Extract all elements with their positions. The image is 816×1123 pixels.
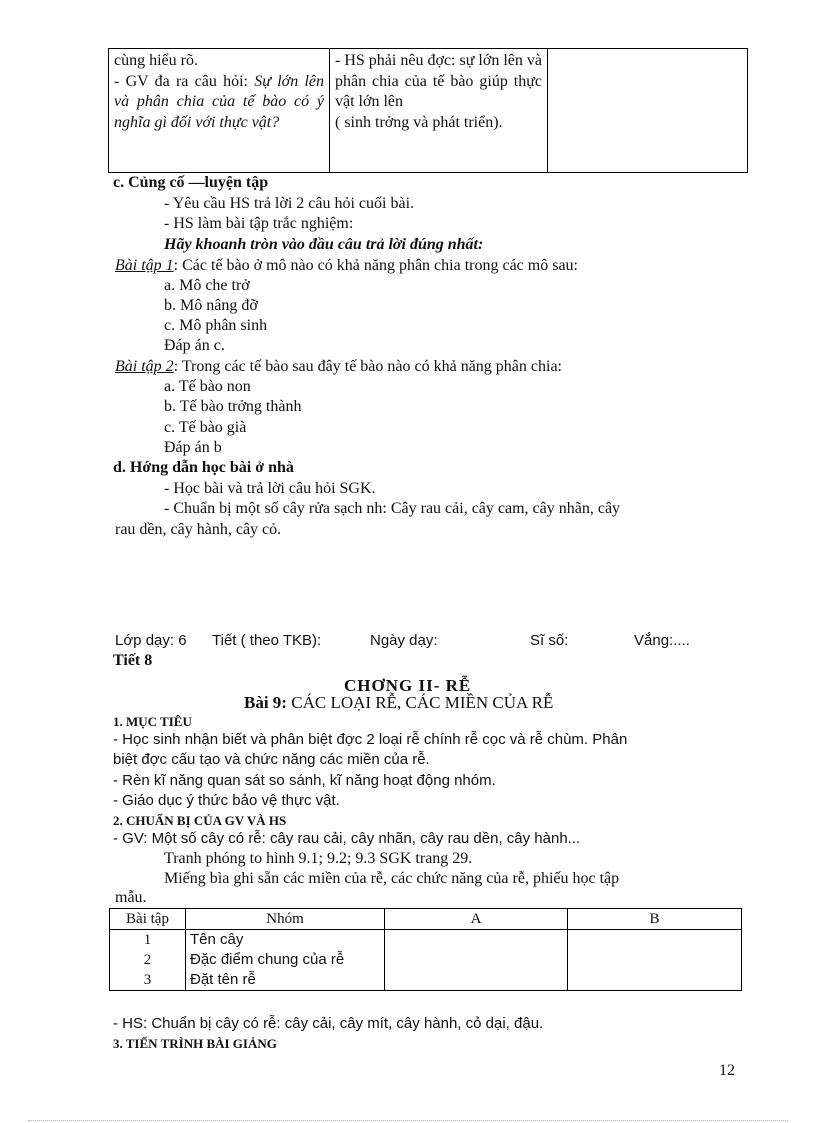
col-header-exercise: Bài tập — [110, 909, 186, 930]
quiz-instruction: Hãy khoanh tròn vào đầu câu trả lời đúng nhất: — [164, 236, 484, 253]
worksheet-table — [109, 908, 742, 991]
exercise-1 — [115, 256, 578, 276]
chapter-title: CHƠNG II- RỄ — [344, 676, 472, 695]
period-label: Tiết ( theo TKB): — [212, 632, 322, 649]
lesson-title-text: CÁC LOẠI RỄ, CÁC MIỀN CỦA RỄ — [291, 693, 554, 712]
ex1-option-b: b. Mô nâng đỡ — [164, 297, 258, 314]
ex1-answer: Đáp án c. — [164, 337, 225, 354]
prep-gv-line3a: Miếng bìa ghi sẵn các miền của rễ, các chức năng của rễ, phiếu học tập — [164, 870, 620, 887]
table-row-num: 1 — [110, 930, 186, 951]
teacher-text-2: - GV đa ra câu hỏi: — [114, 72, 255, 90]
count-label: Sĩ số: — [530, 632, 569, 649]
prep-gv-line3b: mẫu. — [115, 889, 147, 906]
table-row-num: 2 — [110, 950, 186, 970]
teacher-activity-cell — [109, 49, 330, 173]
exercise-2-label: Bài tập 2 — [115, 358, 174, 375]
section-d-heading: d. Hớng dẫn học bài ở nhà — [113, 459, 294, 476]
ex2-option-c: c. Tế bào già — [164, 419, 247, 436]
objective-line2: - Rèn kĩ năng quan sát so sánh, kĩ năng hoạt động nhóm. — [113, 772, 496, 789]
date-label: Ngày dạy: — [370, 632, 438, 649]
page-bottom-divider — [28, 1120, 788, 1121]
prep-gv-line2: Tranh phóng to hình 9.1; 9.2; 9.3 SGK trang 29. — [164, 850, 473, 867]
prep-gv-line1: - GV: Một số cây có rễ: cây rau cải, cây nhãn, cây rau dền, cây hành... — [113, 830, 581, 847]
col-header-a: A — [385, 909, 568, 930]
exercise-2-text: : Trong các tế bào sau đây tế bào nào có khả năng phân chia: — [173, 358, 562, 375]
objective-line1a: - Học sinh nhận biết và phân biệt đợc 2 loại rễ chính rễ cọc và rễ chùm. Phân — [113, 731, 628, 748]
continuation-table — [108, 48, 748, 173]
section-d-line1: - Học bài và trả lời câu hỏi SGK. — [164, 480, 376, 497]
objective-line1b: biệt đợc cấu tạo và chức năng các miền của rễ. — [113, 751, 430, 768]
ex2-answer: Đáp án b — [164, 439, 222, 456]
col-header-group: Nhóm — [186, 909, 385, 930]
lesson-number: Tiết 8 — [113, 652, 153, 669]
class-label: Lớp dạy: 6 — [115, 632, 187, 649]
table-cell-b — [568, 930, 742, 991]
table-row-label: Tên cây — [186, 930, 385, 951]
table-row-label: Đặc điểm chung của rễ — [186, 950, 385, 970]
exercise-2 — [115, 357, 562, 377]
hs-preparation: - HS: Chuẩn bị cây có rễ: cây cải, cây mít, cây hành, cỏ dại, đậu. — [113, 1015, 544, 1032]
section-1-heading: 1. MỤC TIÊU — [113, 714, 192, 729]
table-row-label: Đặt tên rễ — [186, 970, 385, 991]
ex1-option-a: a. Mô che trở — [164, 277, 250, 294]
section-d-line2b: rau dền, cây hành, cây cỏ. — [115, 521, 282, 538]
table-row-num: 3 — [110, 970, 186, 991]
table-cell-a — [385, 930, 568, 991]
section-d-line2a: - Chuẩn bị một số cây rửa sạch nh: Cây rau cải, cây cam, cây nhãn, cây — [164, 500, 621, 517]
teacher-text-1: cùng hiểu rõ. — [114, 52, 198, 69]
section-3-heading: 3. TIẾN TRÌNH BÀI GIẢNG — [113, 1036, 277, 1051]
exercise-1-label: Bài tập 1 — [115, 257, 174, 274]
objective-line3: - Giáo dục ý thức bảo vệ thực vật. — [113, 792, 340, 809]
absent-label: Vắng:.... — [634, 632, 690, 649]
lesson-title — [244, 693, 553, 713]
content-cell — [548, 49, 748, 173]
col-header-b: B — [568, 909, 742, 930]
student-activity-cell — [330, 49, 548, 173]
teacher-question: Sự lớn lên và phân chia của tế bào có ý nghĩa gì đối với thực vật? — [114, 72, 324, 131]
exercise-1-text: : Các tế bào ở mô nào có khả năng phân chia trong các mô sau: — [173, 257, 578, 274]
ex1-option-c: c. Mô phân sinh — [164, 317, 268, 334]
section-c-line1: - Yêu cầu HS trả lời 2 câu hỏi cuối bài. — [164, 195, 415, 212]
section-c-heading: c. Củng cố —luyện tập — [113, 174, 269, 191]
page-number: 12 — [719, 1062, 735, 1079]
section-2-heading: 2. CHUẨN BỊ CỦA GV VÀ HS — [113, 813, 287, 828]
student-text-2: ( sinh trởng và phát triển). — [335, 113, 503, 131]
ex2-option-b: b. Tế bào trởng thành — [164, 398, 302, 415]
ex2-option-a: a. Tế bào non — [164, 378, 251, 395]
lesson-title-prefix: Bài 9: — [244, 693, 287, 712]
section-c-line2: - HS làm bài tập trắc nghiệm: — [164, 215, 354, 232]
student-text-1: - HS phải nêu đợc: sự lớn lên và phân chia của tế bào giúp thực vật lớn lên — [335, 52, 542, 110]
